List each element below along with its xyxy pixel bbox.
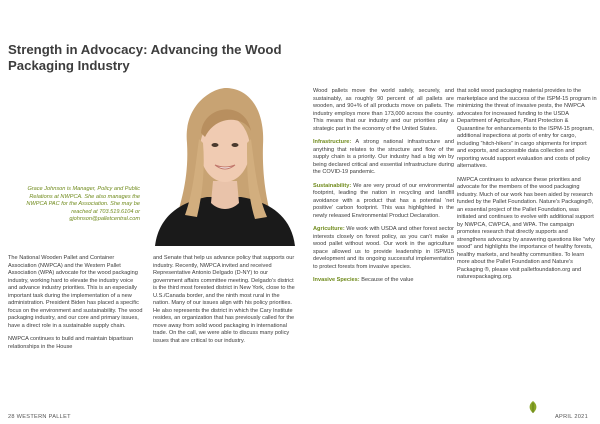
paragraph: NWPCA continues to build and maintain bipartisan relationships in the House [8,336,133,350]
paragraph-infrastructure [313,139,454,177]
subhead-agriculture: Agriculture: [313,226,345,232]
article-title: Strength in Advocacy: Advancing the Wood Packaging Industry [8,42,282,73]
author-caption: Grace Johnson is Manager, Policy and Public Relations at NWPCA. She also manages the NWPCA PAC for the Association. She may be reached at 703.519.6104 or gjohnson@palletcentral.com [26,186,140,223]
portrait-illustration [145,83,300,246]
page-footer-right: APRIL 2021 [555,414,588,420]
leaf-icon [526,400,540,414]
column-1 [8,255,144,357]
column-2 [153,255,297,351]
paragraph-text: A strong national infrastructure and anything that relates to the structure and flow of the supply chain is a priority. Our industry had a big win by being declared critical and essential infrastructure during the COVID-19 pandemic. [313,139,454,175]
paragraph-text: We work with USDA and other forest sector interests closely on forest policy, as you can’t make a wood pallet without wood. Our work in the agriculture space allowed us to provide leadership in ISPM15 development and its ongoing successful implementation to protect forests from invasive species. [313,226,454,270]
paragraph-text: We are very proud of our environmental footprint, leading the nation in recycling and landfill avoidance with a product that has a potential ‘net positive’ carbon footprint. This was highlighted in the newly released Environmental Product Declaration. [313,182,454,219]
subhead-sustainability: Sustainability: [313,182,352,189]
paragraph-sustainability [313,183,454,221]
paragraph: that solid wood packaging material provides to the marketplace and the success of the ISPM-15 program in minimizing the threat of invasive pests, the NWPCA advocates for increased funding to the USDA Department of Agriculture, Plant Protection & Quarantine for enhancements to the ISPM-15 program, additional inspections at ports of entry for cargo, including “hitch-hikers” in cargo shipments for import and exports, and accessible data collection and reporting would support evaluation and costs of policy alternatives. [457,88,597,169]
column-4 [457,88,597,288]
paragraph: and Senate that help us advance policy that supports our industry. Recently, NWPCA invited and received Representative Antonio Delgado (D-NY) to our government affairs committee meeting. Delgado’s district is the third most forested district in New York, close to the U.S./Canada border, and the ninth most rural in the nation. Many of our issues align with his policy priorities. He also represents the district in which the Cary Institute resides, an organization that has previously called for the move away from solid wood packaging in international trade. On the call, we were able to discuss many policy issues that are critical to our industry. [153,255,295,344]
paragraph: The National Wooden Pallet and Container Association (NWPCA) and the Western Pallet Association (WPA) advocate for the wood packaging industry, working hard to elevate the industry voice and advance industry priorities. This is an especially important task during the implementation of a new administration. President Biden has placed a specific focus on the environment and sustainability. The wood packaging industry, and our core and primary issues, have a direct role in a sustainable supply chain. [8,255,143,329]
column-3 [313,88,454,291]
author-photo [145,83,300,246]
paragraph: Wood pallets move the world safely, securely, and sustainably, as roughly 90 percent of all pallets are wooden, and 90+% of all products move on pallets. The industry employs more than 173,000 across the country. This means that our industry and our priorities play a strategic part in the economy of the United States. [313,88,454,132]
subhead-infrastructure: Infrastructure: [313,139,352,145]
paragraph: NWPCA continues to advance these priorities and advocate for the members of the wood packaging industry. Much of our work has been aided by research funded by the Pallet Foundation. Nature’s Packaging®, an essential project of the Pallet Foundation, was initiated and continues to evolve with additional support by NWPCA, CWPCA, and WPA. The campaign promotes research that directly supports and strengthens advocacy by answering questions like “why wood” and highlights the importance of healthy forests, healthy markets, and healthy communities. To learn more about the Pallet Foundation and Nature’s Packaging ®, please visit palletfoundation.org and naturespackaging.org. [457,176,595,280]
paragraph-invasive-species [313,277,454,285]
subhead-invasive-species: Invasive Species: [313,277,360,283]
page-footer-left: 28 WESTERN PALLET [8,414,71,420]
paragraph-text: Because of the value [359,277,414,283]
paragraph-agriculture [313,226,454,271]
